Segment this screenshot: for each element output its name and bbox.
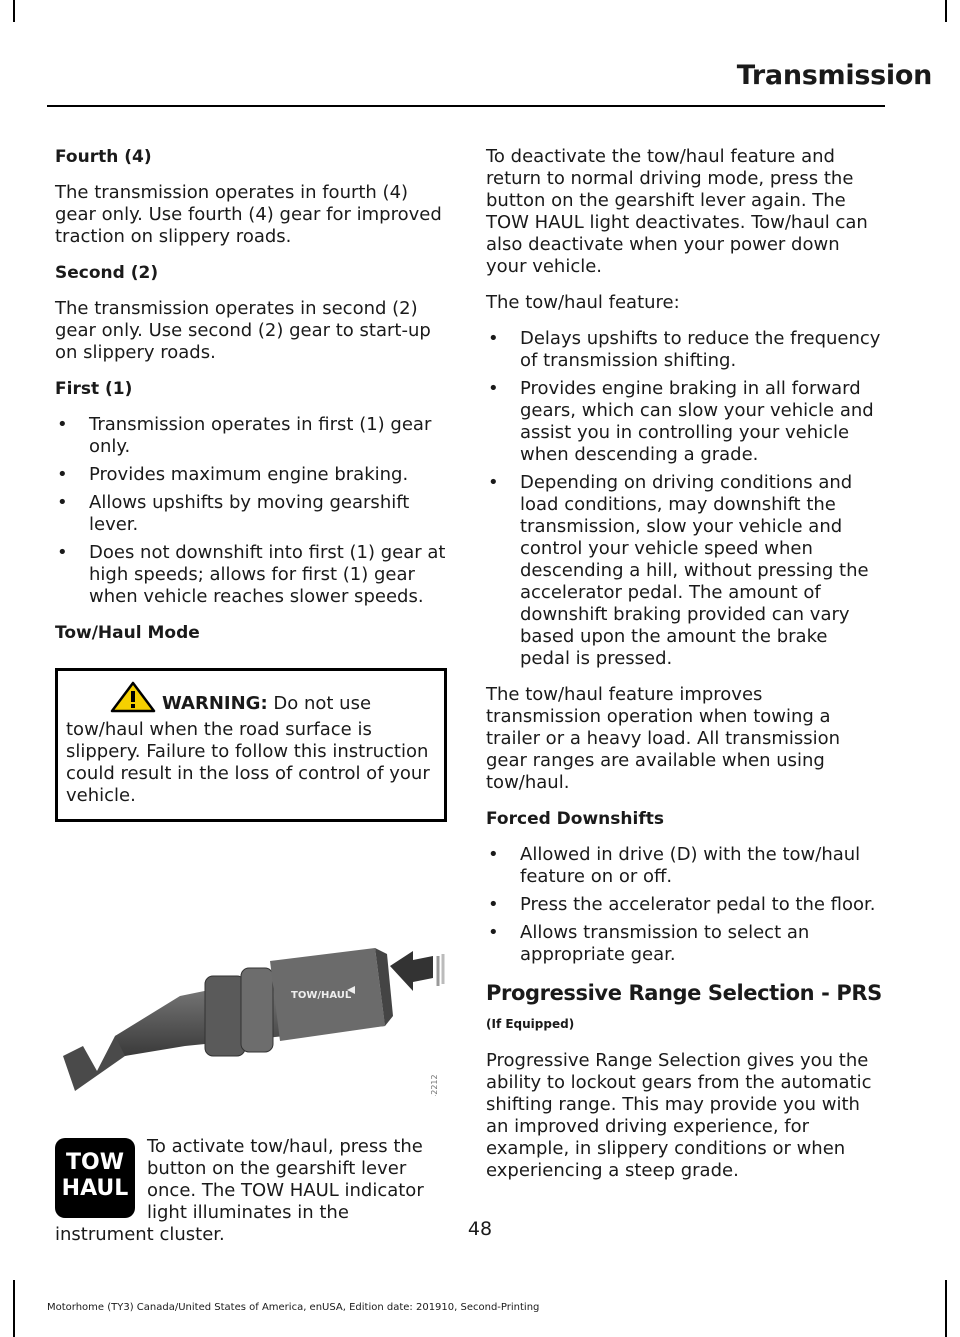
figure-code: E142212 [430, 1074, 439, 1096]
icon-line2: HAUL [61, 1176, 129, 1201]
crop-mark [13, 1280, 15, 1337]
second-heading: Second (2) [55, 263, 159, 283]
warning-text: Do not use tow/haul when the road surface is slippery. Failure to follow this instruction could result in the loss of control of your vehicle. [66, 693, 430, 806]
icon-line1: TOW [66, 1150, 124, 1175]
first-heading: First (1) [55, 379, 133, 399]
second-text: The transmission operates in second (2) gear only. Use second (2) gear to start-up on slippery roads. [55, 298, 431, 363]
prs-heading: Progressive Range Selection - PRS [486, 981, 882, 1005]
crop-mark [945, 1280, 947, 1337]
list-item: • Allowed in drive (D) with the tow/haul feature on or off. [486, 844, 882, 888]
list-item: • Press the accelerator pedal to the floor. [486, 894, 882, 916]
warning-label: WARNING: [162, 693, 268, 714]
page-number: 48 [467, 1218, 493, 1240]
lever-tow-haul-label: TOW/HAUL [291, 990, 352, 1001]
first-gear-list [55, 414, 447, 608]
prs-subheading: (If Equipped) [486, 1017, 575, 1031]
forced-downshifts-heading: Forced Downshifts [486, 809, 664, 829]
towhaul-heading: Tow/Haul Mode [55, 623, 200, 643]
list-item: • Allows upshifts by moving gearshift lever. [55, 492, 447, 536]
list-item: • Allows transmission to select an appropriate gear. [486, 922, 882, 966]
fourth-text: The transmission operates in fourth (4) gear only. Use fourth (4) gear for improved traction on slippery roads. [55, 182, 442, 247]
forced-list [486, 844, 882, 966]
warning-triangle-icon [110, 681, 156, 719]
feature-intro: The tow/haul feature: [486, 292, 680, 313]
right-column [486, 146, 882, 1196]
crop-mark [945, 0, 947, 22]
fourth-heading: Fourth (4) [55, 147, 152, 167]
footer-edition: Motorhome (TY3) Canada/United States of America, enUSA, Edition date: 201910, Second-Printing [47, 1302, 540, 1313]
list-item: • Does not downshift into first (1) gear at high speeds; allows for first (1) gear when vehicle reaches slower speeds. [55, 542, 447, 608]
crop-mark [13, 0, 15, 22]
deactivate-text: To deactivate the tow/haul feature and return to normal driving mode, press the button on the gearshift lever again. The TOW HAUL light deactivates. Tow/haul can also deactivate when your power down your vehicle. [486, 146, 868, 277]
list-item: • Transmission operates in first (1) gear only. [55, 414, 447, 458]
list-item: • Depending on driving conditions and load conditions, may downshift the transmission, slow your vehicle and control your vehicle speed when descending a hill, without pressing the accelerator pedal. The amount of downshift braking provided can vary based upon the amount the brake pedal is pressed. [486, 472, 882, 670]
gearshift-lever-illustration [55, 856, 445, 1096]
list-item: • Delays upshifts to reduce the frequency of transmission shifting. [486, 328, 882, 372]
improves-text: The tow/haul feature improves transmission operation when towing a trailer or a heavy load. All transmission gear ranges are available when using tow/haul. [486, 684, 841, 793]
prs-text: Progressive Range Selection gives you the ability to lockout gears from the automatic shifting range. This may provide you with an improved driving experience, for example, in slippery conditions or when experiencing a steep grade. [486, 1050, 872, 1181]
tow-haul-indicator-icon [55, 1138, 135, 1218]
list-item: • Provides engine braking in all forward gears, which can slow your vehicle and assist you in controlling your vehicle when descending a grade. [486, 378, 882, 466]
warning-box [55, 668, 447, 822]
feature-list [486, 328, 882, 670]
left-column [55, 146, 447, 1246]
list-item: • Provides maximum engine braking. [55, 464, 447, 486]
page-title: Transmission [736, 60, 932, 91]
activate-text: To activate tow/haul, press the button on the gearshift lever once. The TOW HAUL indicator light illuminates in the instrument cluster. [55, 1136, 424, 1245]
title-divider [47, 105, 885, 107]
